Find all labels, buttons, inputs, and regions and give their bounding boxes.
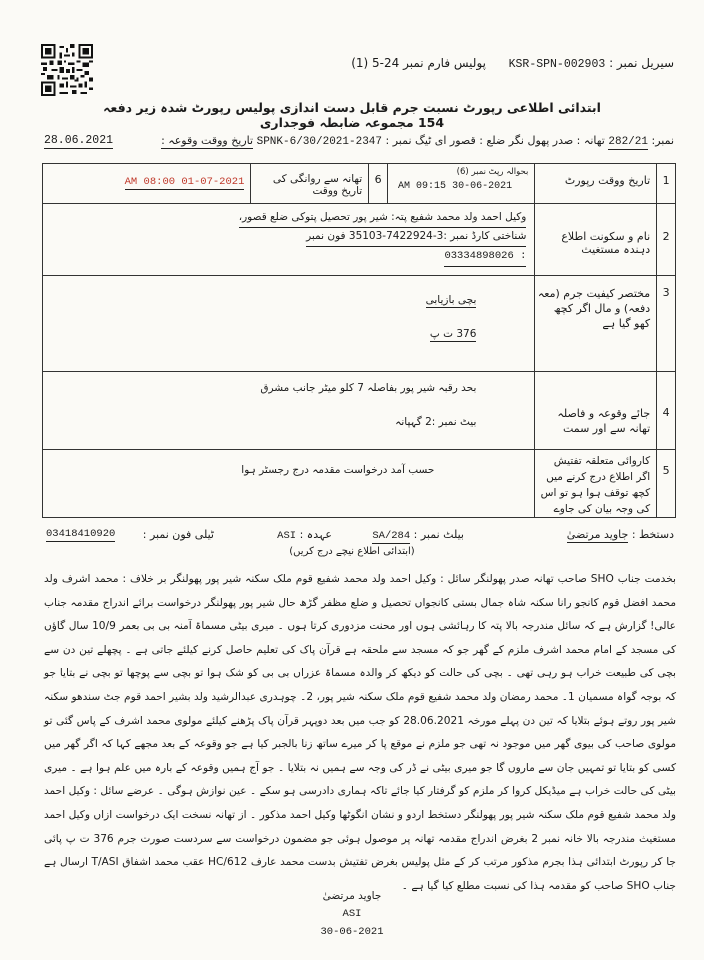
- officer-phone-label: ٹیلی فون نمبر :: [142, 528, 214, 541]
- table-row: [43, 276, 676, 372]
- rank-label: عہدہ :: [299, 528, 332, 541]
- officer-rank: [277, 528, 332, 542]
- offence-section: 376 ت پ: [429, 328, 477, 340]
- serial-number: [509, 56, 674, 71]
- form-number: پولیس فارم نمبر 24-5 (1): [351, 56, 486, 70]
- beat-number: بیٹ نمبر :2 گہپانہ: [395, 416, 477, 428]
- qr-code-icon: [41, 44, 93, 96]
- eteg-number: SPNK-6/30/2021-2347: [256, 136, 383, 148]
- serial-label: سیریل نمبر :: [609, 56, 674, 70]
- offence-label: مختصر کیفیت جرم (معہ دفعہ) و مال اگر کچھ کھو گیا ہے: [537, 287, 651, 330]
- row-number-5: 5: [662, 464, 670, 477]
- document-title: ابتدائی اطلاعی رپورٹ نسبت جرم قابل دست اندازی پولیس رپورٹ شدہ زیر دفعہ 154 مجموعہ ضابطہ فوجداری: [103, 100, 601, 130]
- rank-value: ASI: [277, 530, 297, 542]
- eteg-label: ای ٹیگ نمبر :: [385, 134, 447, 147]
- officer-name: جاوید مرتضیٰ: [566, 528, 629, 541]
- fir-number: 282/21: [608, 136, 648, 148]
- signature-label: دستخط :: [631, 528, 674, 541]
- police-station: تھانہ : صدر پھول نگر ضلع : قصور: [449, 134, 605, 147]
- complainant-phone: 03334898026 :: [444, 248, 526, 267]
- row-number-1: 1: [662, 174, 670, 187]
- report-reference: بحوالہ رپٹ نمبر (6): [456, 167, 529, 177]
- departure-label: تھانہ سے روانگی کی تاریخ ووقت: [272, 173, 363, 197]
- occurrence-place-label: جائے وقوعہ و فاصلہ تھانہ سے اور سمت: [557, 407, 651, 435]
- report-datetime: 30-06-2021 09:15 AM: [398, 181, 513, 192]
- occurrence-label: تاریخ ووقت وقوعہ :: [161, 134, 254, 147]
- fir-narrative: بخدمت جناب SHO صاحب تھانہ صدر پھولنگر سائل : وکیل احمد ولد محمد شفیع قوم ملک سکنہ شیر پور پھولنگر بر خلاف : محمد اشرف ولد محمد افضل قوم کانجو رانا سکنہ شاہ جمال بستی کانجواں تحصیل و ضلع مظفر گڑھ حال شیر پور پھولنگر درخواست برائے اندراج مقدمہ جناب عالی! گزارش ہے کہ سائل مندرجہ بالا پتہ کا رہائشی ہوں اور محنت مزدوری کرتا ہوں ۔ میری بیٹی مسماۃ آمنہ بی بی بعمر 10/9 سال گاؤں کی مسجد کے امام محمد اشرف ملزم کے گھر جو کہ مسجد سے ملحقہ ہے قرآن پاک کی تعلیم حاصل کرنے کیلئے جاتی ہے ۔ پچھلے تین دن سے بچی کی طبیعت خراب ہو رہی تھی ۔ بچی کی حالت کو دیکھ کر والدہ مسماۃ عزراں بی بی کو شک ہوا تو بچی سے پوچھا تو بچی نے بتایا جو کہ بوجہ گواہ مسمیان 1۔ محمد رمضان ولد محمد شفیع قوم ملک سکنہ شیر پور، 2۔ چوہدری عبدالرشید ولد بشیر احمد قوم جٹ سندھو سکنہ شیر پور روتے ہوئے بتلایا کہ تین دن پہلے مورخہ 28.06.2021 کو جب میں بعد دوپہر قرآن پاک پڑھنے کیلئے مولوی محمد اشرف کے پاس گئی تو مولوی صاحب کی بیوی گھر میں موجود نہ تھی جو ملزم نے موقع پا کر میرے ساتھ زنا بالجبر کیا ہے جو وقوعہ کے بعد مجھے کہا کہ اگر گھر میں کسی کو بتایا تو تمہیں جان سے ماروں گا جو میری بیٹی نے ڈر کی وجہ سے ہمیں نہ بتلایا ۔ جو آج ہمیں وقوعہ کے بارہ میں علم ہوا ہے ۔ میری بیٹی کی حالت خراب ہے میڈیکل کروا کر ملزم کو گرفتار کیا جائے تاکہ ہماری دادرسی ہو سکے ۔ عین نوازش ہوگی ۔ عرضے سائل : وکیل احمد ولد محمد شفیع قوم ملک سکنہ شیر پور پھولنگر دستخط اردو و نشان انگوٹھا وکیل احمد مذکور ۔ از تھانہ نسخت ایک درخواست ازاں وکیل احمد مستغیث مندرجہ بالا خانہ نمبر 2 بغرض اندراج مقدمہ تھانہ پر موصول ہوئی جو مضمون درخواست سے سردست صورت جرم 376 ت پ پائی جا کر رپورٹ ابتدائی ہذا بجرم مذکور مرتب کر کے مثل پولیس بغرض تفتیش بدست محمد عارف 612/HC عقب محمد اشفاق T/ASI ارسال ہے جناب SHO صاحب کو مقدمہ ہذا کی نسبت مطلع کیا گیا ہے ۔: [44, 573, 677, 892]
- belt-label: بیلٹ نمبر :: [413, 528, 464, 541]
- fir-number-label: نمبر:: [651, 134, 674, 147]
- row-number-6: 6: [374, 173, 382, 186]
- footer-officer-rank: ASI: [342, 908, 362, 920]
- fir-details-table: [42, 163, 676, 518]
- footer-officer-name: جاوید مرتضیٰ: [322, 890, 382, 902]
- table-row: [43, 164, 676, 204]
- complainant-label: نام و سکونت اطلاع دہندہ مستغیث: [561, 230, 651, 256]
- offence-description: بچی بازیابی: [425, 294, 477, 306]
- officer-phone: 03418410920: [46, 528, 116, 540]
- officer-signature-line: [567, 528, 674, 541]
- occurrence-place: بحد رقبہ شیر پور بفاصلہ 7 کلو میٹر جانب مشرق: [260, 382, 477, 394]
- row-number-4: 4: [662, 406, 670, 419]
- table-row: [43, 204, 676, 276]
- footer-date: 30-06-2021: [320, 926, 384, 938]
- entry-note: (ابتدائی اطلاع نیچے درج کریں): [289, 546, 415, 557]
- table-row: [43, 450, 676, 518]
- row-number-2: 2: [662, 230, 670, 243]
- serial-value: KSR-SPN-002903: [508, 58, 606, 71]
- belt-value: 284/SA: [372, 530, 411, 542]
- investigation-label: کاروائی متعلقہ تفتیش اگر اطلاع درج کرنے میں کچھ توقف ہوا ہو تو اس کی وجہ بیان کی جاوے: [540, 455, 651, 515]
- row-number-3: 3: [662, 286, 670, 299]
- belt-number: [372, 528, 464, 542]
- investigation-action: حسب آمد درخواست مقدمہ درج رجسٹر ہوا: [241, 464, 435, 476]
- report-date-label: تاریخ ووقت رپورٹ: [564, 174, 651, 187]
- complainant-name-address: وکیل احمد ولد محمد شفیع پتہ: شیر پور تحصیل پتوکی ضلع قصور،: [239, 209, 527, 228]
- departure-date: 01-07-2021 08:00 AM: [124, 176, 245, 188]
- complainant-cnic: شناختی کارڈ نمبر :3-7422924-35103 فون نمبر: [306, 228, 526, 247]
- table-row: [43, 372, 676, 450]
- occurrence-date: 28.06.2021: [44, 134, 114, 147]
- fir-header-line: [161, 134, 674, 148]
